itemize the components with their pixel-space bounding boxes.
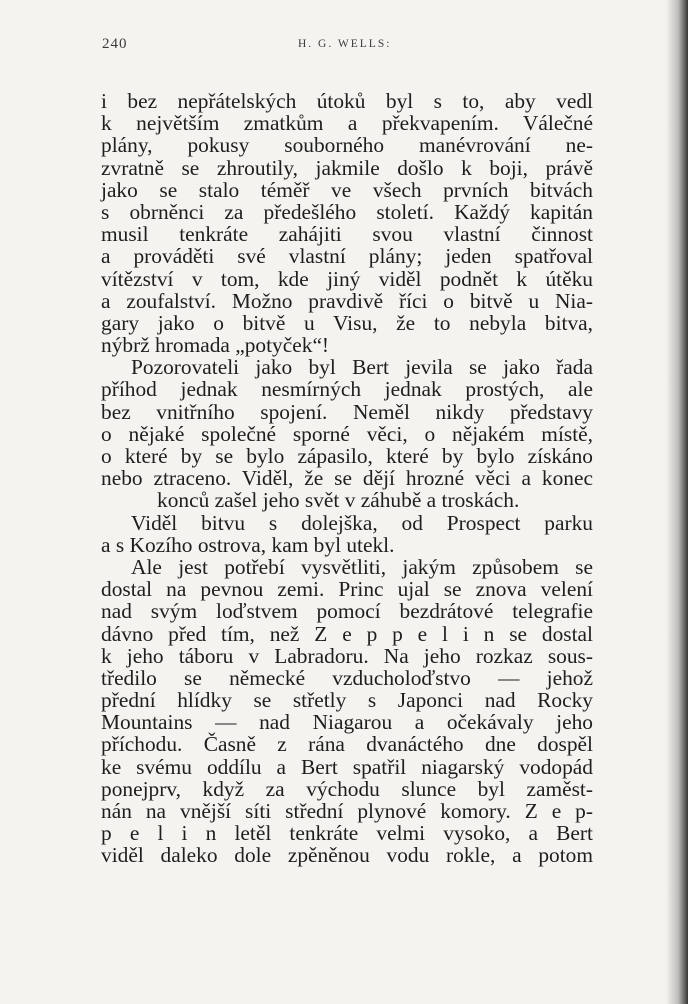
text-line: viděl daleko dole zpěněnou vodu rokle, a potom — [101, 843, 593, 868]
text-line: a s Kozího ostrova, kam byl utekl. — [101, 532, 395, 557]
text-line: příchodu. Časně z rána dvanáctého dne dospěl — [101, 732, 593, 757]
text-line: nad svým loďstvem pomocí bezdrátové telegrafie — [101, 599, 593, 624]
page-header — [102, 36, 582, 60]
text-line: ke svému oddílu a Bert spatřil niagarský vodopád — [101, 754, 593, 779]
text-line: nán na vnější síti střední plynové komory. Z e p- — [101, 799, 593, 823]
text-line: gary jako o bitvě u Visu, že to nebyla bitva, — [101, 310, 593, 335]
running-head: H. G. WELLS: — [298, 38, 392, 50]
text-line: Viděl bitvu s dolejška, od Prospect parku — [131, 510, 593, 535]
text-line: tředilo se německé vzducholoďstvo — jehož — [101, 665, 593, 690]
text-line: ponejprv, když za východu slunce byl zaměst- — [101, 776, 593, 801]
text-line: k jeho táboru v Labradoru. Na jeho rozkaz sous- — [101, 643, 593, 668]
text-line: jako se stalo téměř ve všech prvních bitvách — [101, 177, 593, 202]
text-line: příhod jednak nesmírných jednak prostých, ale — [101, 377, 593, 402]
text-line: a zoufalství. Možno pravdivě říci o bitvě u Nia- — [101, 288, 593, 313]
page-edge-shadow — [666, 0, 688, 1004]
text-line: zvratně se zhroutily, jakmile došlo k boji, právě — [101, 155, 593, 180]
text-line: přední hlídky se střetly s Japonci nad Rocky — [101, 688, 593, 713]
text-line: plány, pokusy souborného manévrování ne- — [101, 133, 593, 158]
text-line: o nějaké společné sporné věci, o nějakém místě, — [101, 421, 593, 446]
text-line: nebo ztraceno. Viděl, že se dějí hrozné věci a konec — [101, 466, 593, 491]
text-line: konců zašel jeho svět v záhubě a troskách. — [157, 488, 520, 513]
body-text — [101, 90, 593, 867]
text-line: Ale jest potřebí vysvětliti, jakým způsobem se — [131, 554, 593, 579]
text-line: musil tenkráte zahájiti svou vlastní činnost — [101, 222, 593, 247]
text-line: i bez nepřátelských útoků byl s to, aby vedl — [101, 89, 593, 113]
page-number: 240 — [102, 36, 128, 52]
text-line: dávno před tím, než Z e p p e l i n se dostal — [101, 621, 593, 646]
text-line: s obrněnci za předešlého století. Každý kapitán — [101, 199, 593, 224]
text-line: dostal na pevnou zemi. Princ ujal se znova velení — [101, 577, 593, 602]
text-line: nýbrž hromada „potyček“! — [101, 333, 330, 358]
text-line: p e l i n letěl tenkráte velmi vysoko, a Bert — [101, 821, 593, 846]
text-line: Pozorovateli jako byl Bert jevila se jako řada — [131, 355, 593, 380]
text-line: Mountains — nad Niagarou a očekávaly jeho — [101, 710, 593, 735]
text-line: vítězství v tom, kde jiný viděl podnět k útěku — [101, 266, 593, 291]
text-line: o které by se bylo zápasilo, které by bylo získáno — [101, 444, 593, 468]
text-line: k největším zmatkům a překvapením. Válečné — [101, 111, 593, 136]
text-line: a prováděti své vlastní plány; jeden spatřoval — [101, 244, 593, 269]
text-line: bez vnitřního spojení. Neměl nikdy představy — [101, 399, 593, 424]
